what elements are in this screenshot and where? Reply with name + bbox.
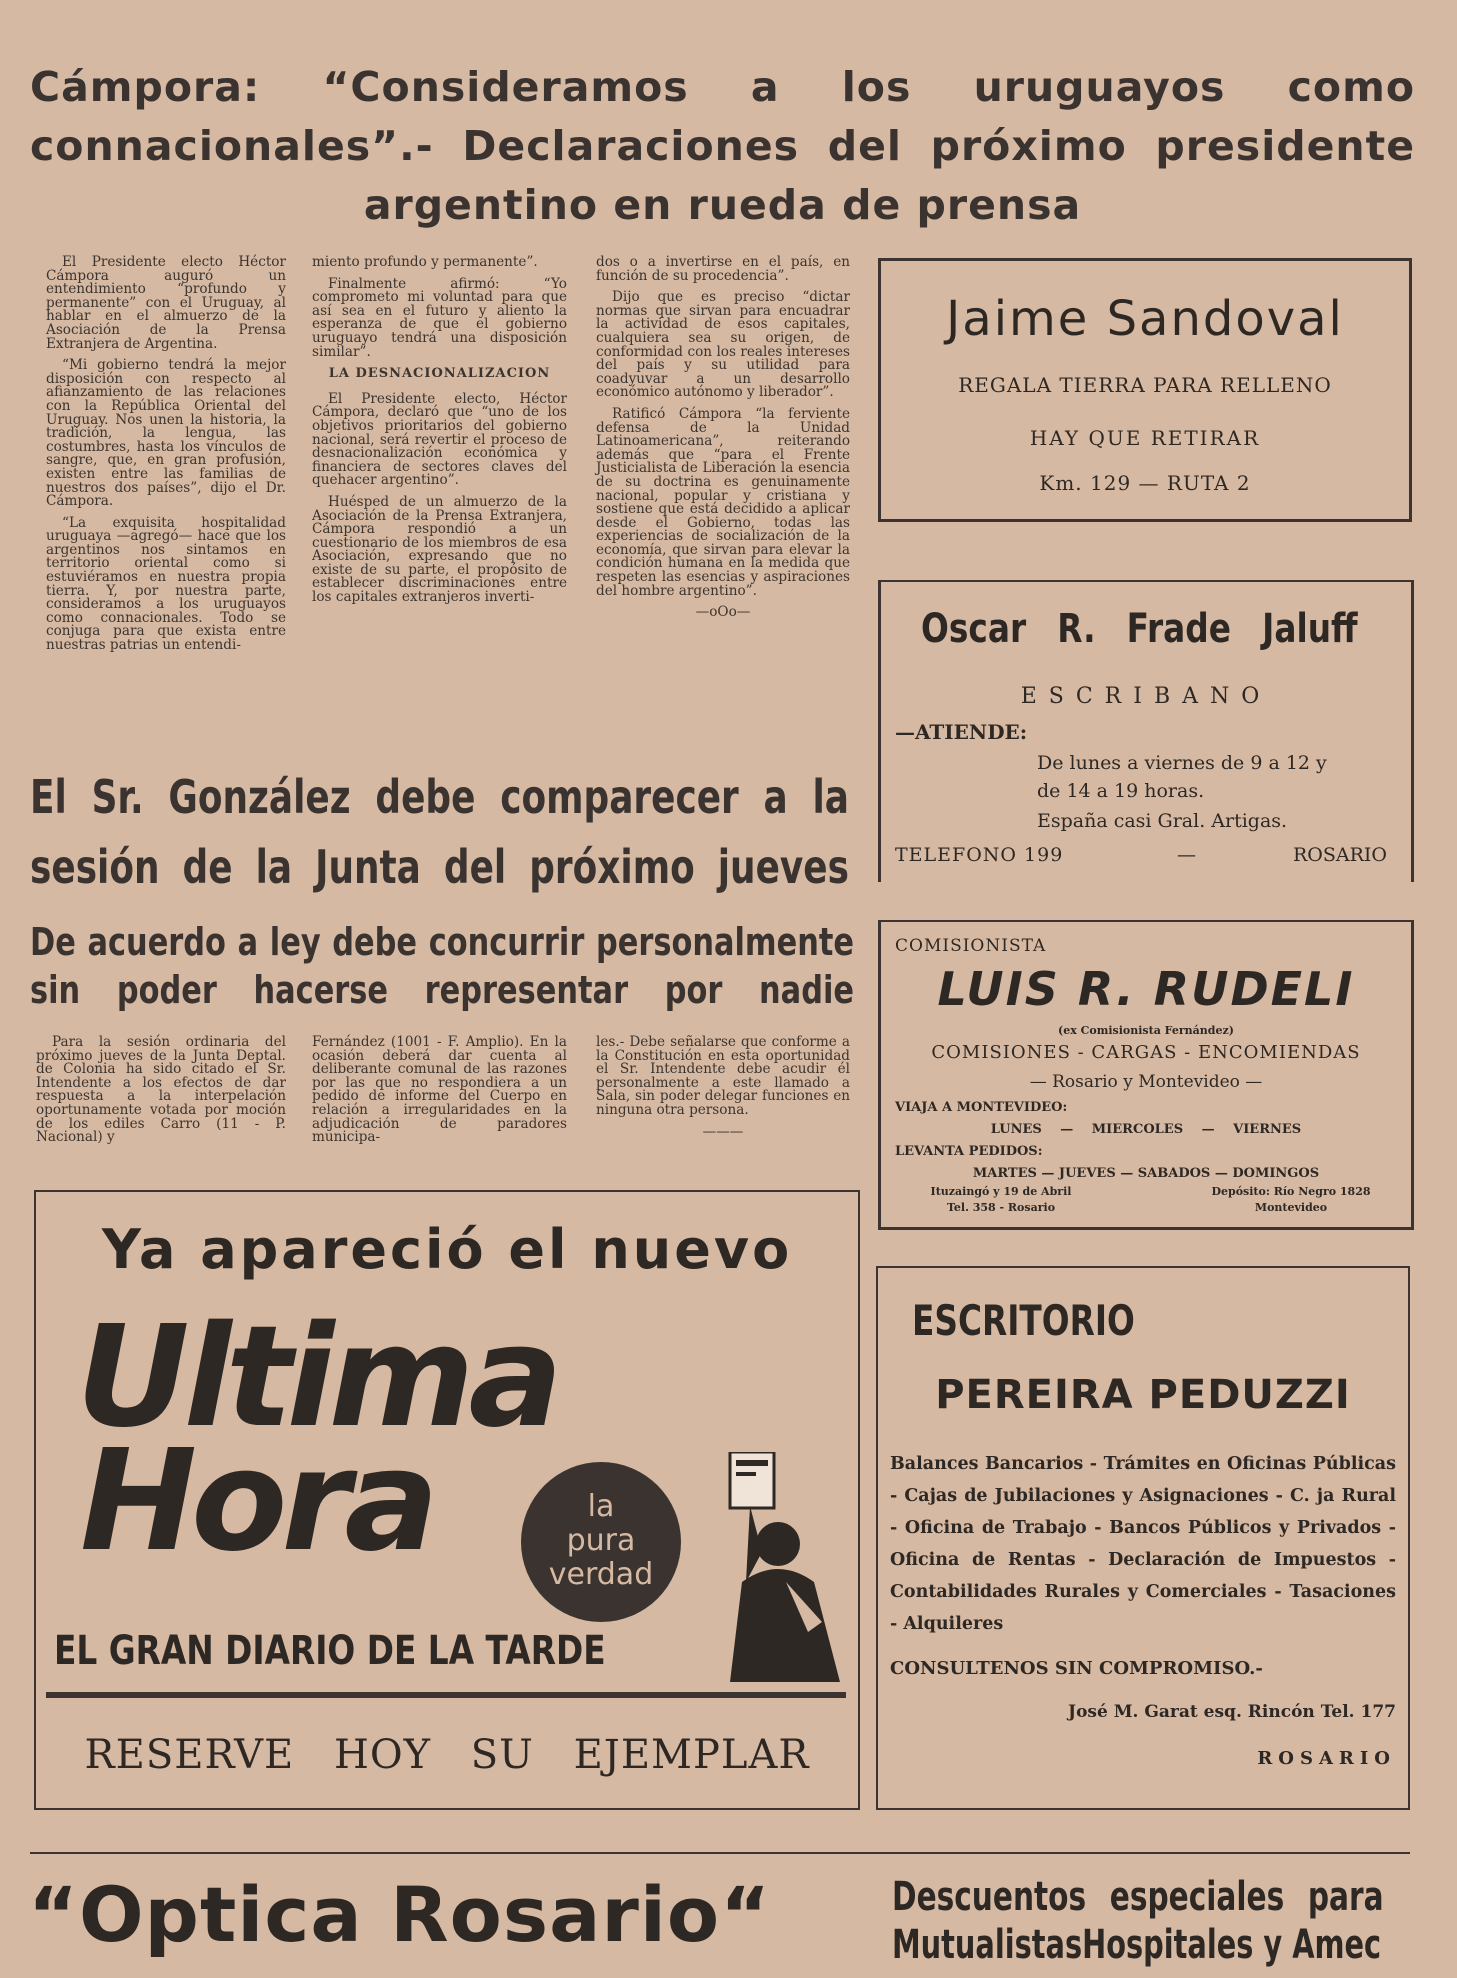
optica-rosario-name: “Optica Rosario“	[28, 1870, 772, 1959]
la-pura-verdad-badge	[521, 1462, 681, 1622]
paragraph: Para la sesión ordinaria del próximo jueves de la Junta Deptal. de Colonia ha sido citado el Sr. Intendente a los efectos de dar respuesta a la interpelación oportunamente votada por moción de los ediles Carro (11 - P. Nacional) y	[36, 1034, 286, 1146]
paragraph: Finalmente afirmó: “Yo comprometo mi voluntad para que así sea en el futuro y aliento la esperanza de que el gobierno uruguayo tendrá una disposición similar”.	[312, 275, 567, 360]
ad-tagline: EL GRAN DIARIO DE LA TARDE	[54, 1628, 606, 1674]
ad-name: PEREIRA PEDUZZI	[935, 1372, 1351, 1418]
ultima-hora-logo-line1: Ultima	[76, 1296, 557, 1459]
ad-services: Balances Bancarios - Trámites en Oficinas Públicas - Cajas de Jubilaciones y Asignaciones - C. ja Rural - Oficina de Trabajo - Bancos Públicos y Privados - Oficina de Rentas - Declaración de Impuestos - Contabilidades Rurales y Comerciales - Tasaciones - Alquileres	[890, 1454, 1396, 1634]
divider	[46, 1692, 846, 1698]
article1-column-3	[596, 256, 850, 628]
paragraph: “La exquisita hospitalidad uruguaya —agregó— hace que los argentinos nos sintamos en territorio oriental como si estuviéramos en nuestra propia tierra. Y, por nuestra parte, consideramos a los uruguayos como connacionales. Todo se conjuga para que exista entre nuestras patrias un entendi-	[46, 514, 286, 654]
badge-text: la	[587, 1489, 615, 1524]
ad-name: Oscar R. Frade Jaluff	[921, 606, 1358, 652]
main-headline: Cámpora: “Consideramos a los uruguayos como connacionales”.- Declaraciones del próximo presidente argentino en rueda de prensa	[30, 63, 1415, 229]
ad-ultima-hora	[34, 1190, 860, 1810]
ad-title: ESCRIBANO	[1020, 684, 1272, 709]
ad-pereira-peduzzi	[876, 1266, 1410, 1810]
ad-luis-rudeli	[878, 920, 1414, 1230]
ultima-hora-logo-line2: Hora	[80, 1420, 433, 1583]
ad-address: José M. Garat esq. Rincón Tel. 177	[1068, 1702, 1396, 1722]
ad-address-line: Tel. 358 - Rosario	[946, 1201, 1056, 1214]
ad-days: LUNES — MIERCOLES — VIERNES	[990, 1122, 1302, 1137]
paragraph: Ratificó Cámpora “la ferviente defensa de la Unidad Latinoamericana”, reiterando además que “para el Frente Justicialista de Liberación la esencia de su doctrina es genuinamente nacional, popular y cristiana y sostiene que está decidido a aplicar desde el Gobierno, todas las experiencias de socialización de la economía, que sirvan para elevar la condición humana en la medida que respeten las esencias y aspiraciones del hombre argentino”.	[596, 405, 850, 599]
ad-name: LUIS R. RUDELI	[937, 962, 1355, 1016]
paragraph: Dijo que es preciso “dictar normas que sirvan para encuadrar la actividad de esos capitales, cualquiera sea su origen, de conformidad con los reales intereses del país y su utilidad para coadyuvar a un desarrollo económico autónomo y liberador”.	[596, 289, 850, 401]
paragraph: Huésped de un almuerzo de la Asociación de la Prensa Extranjera, Cámpora respondió a un cuestionario de los miembros de esa Asociación, expresando que no existe de su parte, el propósito de establecer discriminaciones entre los capitales extranjeros inverti-	[312, 493, 567, 606]
ad-city: ROSARIO	[1257, 1748, 1396, 1769]
end-mark: ———	[702, 1123, 744, 1140]
article2-column-2	[312, 1036, 567, 1153]
newsboy-illustration-icon	[690, 1452, 850, 1682]
ad-address-line: Montevideo	[1254, 1201, 1328, 1214]
paragraph: “Mi gobierno tendrá la mejor disposición con respecto al afianzamiento de las relaciones con la República Oriental del Uruguay. Nos unen la historia, la tradición, la lengua, las costumbres, hasta los vínculos de sangre, que, en gran profusión, existen entre las familias de nuestros dos países”, dijo el Dr. Cámpora.	[46, 357, 286, 510]
paragraph: miento profundo y permanente”.	[312, 254, 538, 270]
ad-route: — Rosario y Montevideo —	[1029, 1072, 1263, 1092]
ad-address-montevideo	[1181, 1184, 1401, 1216]
optica-rosario-line: MutualistasHospitales y Amec	[892, 1922, 1382, 1968]
ad-jaime-sandoval	[878, 258, 1412, 522]
ad-city: ROSARIO	[1293, 844, 1388, 866]
ad-address-line: Ituzaingó y 19 de Abril	[930, 1185, 1072, 1198]
ad-atiende-label: —ATIENDE:	[895, 720, 1028, 744]
ad-hours: De lunes a viernes de 9 a 12 y	[1037, 752, 1327, 774]
paragraph: les.- Debe señalarse que conforme a la Constitución en esta oportunidad el Sr. Intendente debe acudir él personalmente a este llamado a Sala, sin poder delegar funciones en ninguna otra persona.	[596, 1034, 850, 1118]
article2-subheadline: De acuerdo a ley debe concurrir personalmente sin poder hacerse representar por nadie	[30, 920, 854, 1012]
ad-phone: TELEFONO 199	[895, 844, 1064, 866]
ad-viaja-label: VIAJA A MONTEVIDEO:	[895, 1100, 1068, 1115]
ad-line: Km. 129 — RUTA 2	[1039, 471, 1251, 495]
ad-line: REGALA TIERRA PARA RELLENO	[958, 373, 1332, 397]
ad-levanta-label: LEVANTA PEDIDOS:	[895, 1144, 1043, 1159]
ad-dash: —	[1177, 844, 1196, 866]
ad-days: MARTES — JUEVES — SABADOS — DOMINGOS	[972, 1166, 1320, 1181]
paragraph: El Presidente electo Héctor Cámpora auguró un entendimiento “profundo y permanente” con el Uruguay, al hablar en el almuerzo de la Asociación de la Prensa Extranjera de Argentina.	[46, 254, 286, 352]
optica-rosario-line: Descuentos especiales para	[892, 1874, 1384, 1920]
ad-label: COMISIONISTA	[895, 936, 1047, 956]
paragraph: El Presidente electo, Héctor Cámpora, declaró que “uno de los objetivos prioritarios del gobierno nacional, será revertir el proceso de desnacionalización económica y financiera de sectores claves del quehacer argentino”.	[312, 390, 567, 489]
ad-bottom-line: RESERVE HOY SU EJEMPLAR	[84, 1732, 810, 1778]
article2-headline: El Sr. González debe comparecer a la sesión de la Junta del próximo jueves	[30, 770, 849, 894]
ad-name: Jaime Sandoval	[946, 291, 1344, 347]
ad-services: COMISIONES - CARGAS - ENCOMIENDAS	[931, 1042, 1361, 1063]
ad-address-rosario	[901, 1184, 1101, 1216]
article1-column-1	[46, 256, 286, 661]
ad-oscar-frade	[878, 580, 1414, 882]
ad-top-line: Ya apareció el nuevo	[101, 1218, 793, 1281]
ad-address: España casi Gral. Artigas.	[1037, 810, 1288, 832]
ad-line: HAY QUE RETIRAR	[1029, 426, 1261, 450]
end-mark: —oOo—	[695, 604, 751, 621]
article2-column-1	[36, 1036, 286, 1153]
ad-line: ESCRITORIO	[912, 1296, 1135, 1345]
divider	[30, 1852, 1410, 1854]
ad-address-line: Depósito: Río Negro 1828	[1211, 1185, 1371, 1198]
paragraph: Fernández (1001 - F. Amplio). En la ocasión deberá dar cuenta al deliberante comunal de las razones por las que no respondiera a un pedido de informe del Cuerpo en relación a irregularidades en la adjudicación de paradores municipa-	[312, 1034, 567, 1146]
ad-former: (ex Comisionista Fernández)	[1058, 1024, 1234, 1037]
badge-text: verdad	[548, 1557, 654, 1592]
subhead-desnacionalizacion: LA DESNACIONALIZACION	[328, 366, 551, 382]
article1-column-2	[312, 256, 567, 613]
ad-consult: CONSULTENOS SIN COMPROMISO.-	[890, 1658, 1263, 1679]
ad-hours: de 14 a 19 horas.	[1037, 780, 1205, 802]
article2-column-3	[596, 1036, 850, 1147]
badge-text: pura	[566, 1523, 636, 1558]
paragraph: dos o a invertirse en el país, en función de su procedencia”.	[596, 254, 850, 284]
